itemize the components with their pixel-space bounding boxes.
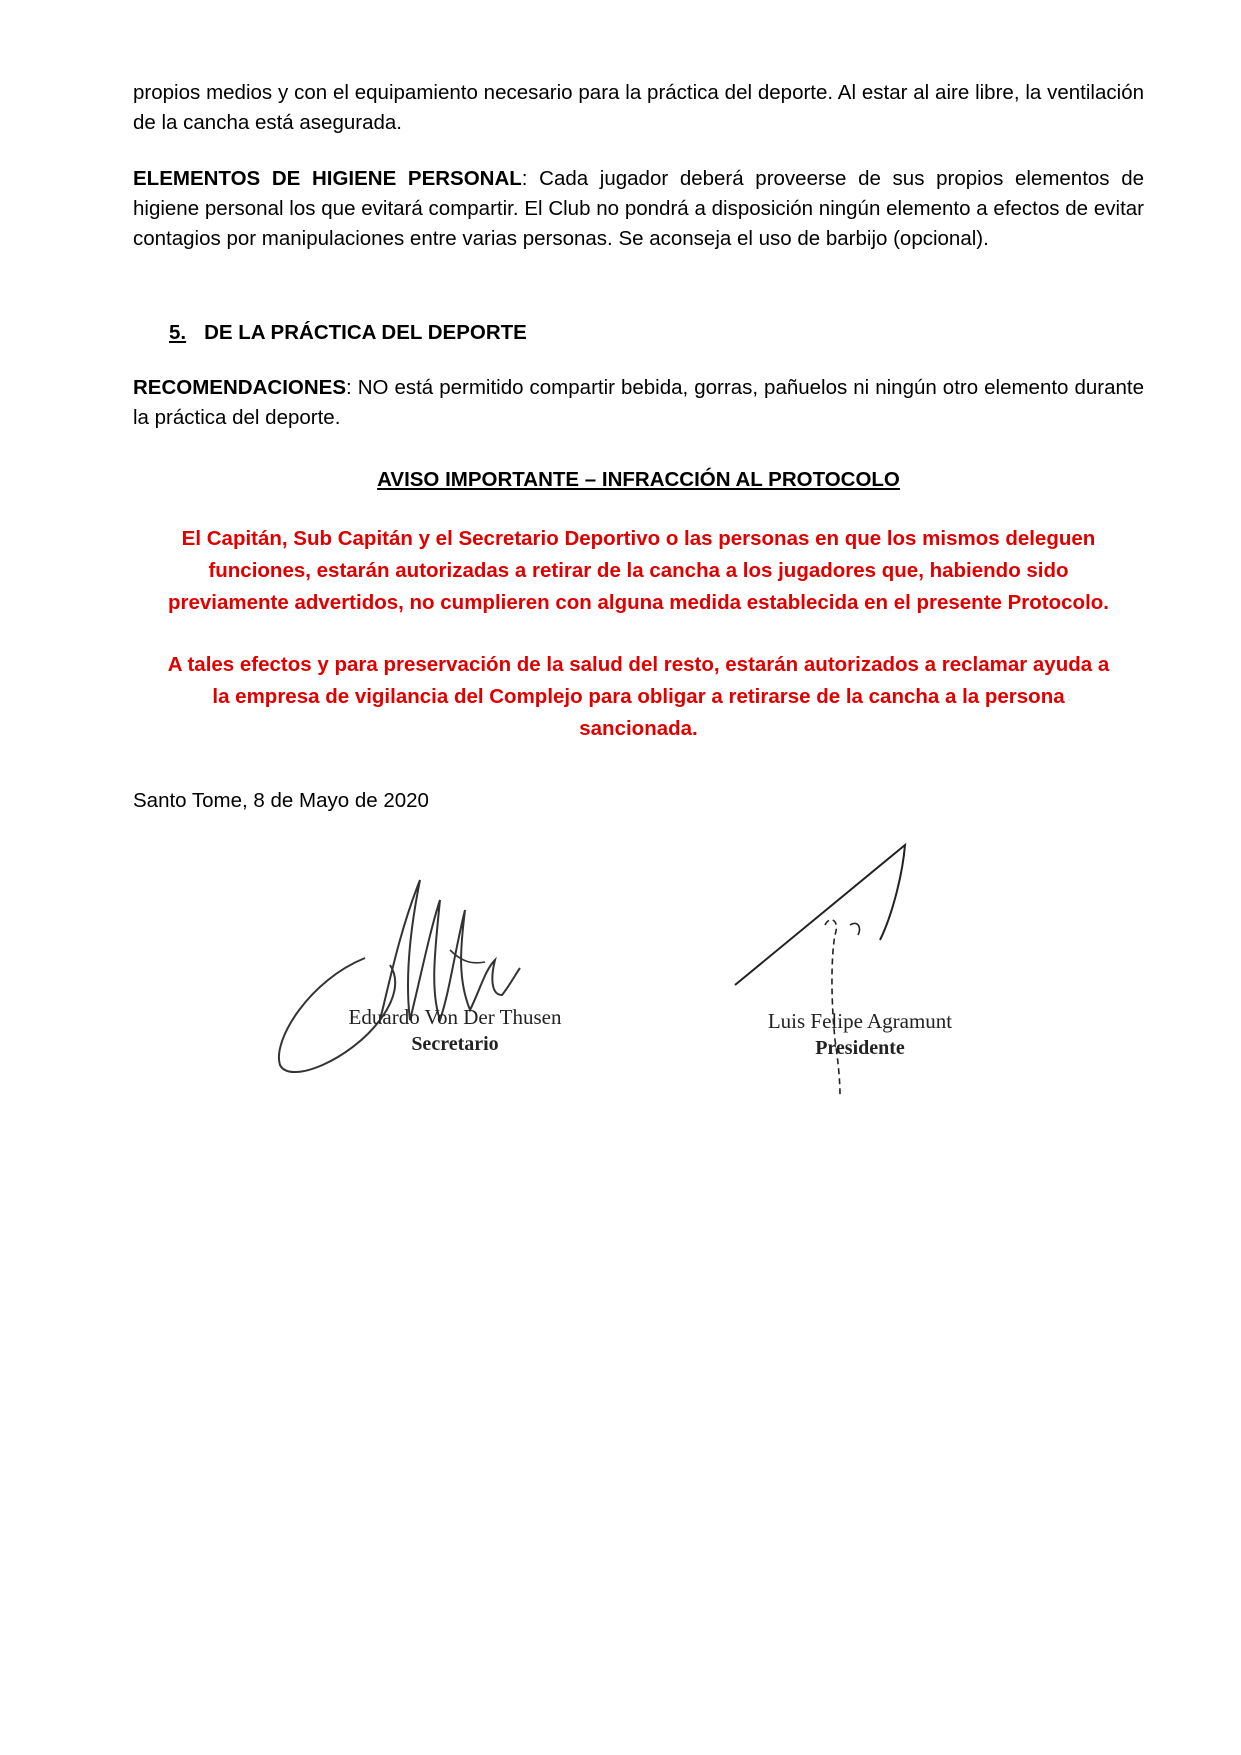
signature-right: [740, 1008, 980, 1061]
signature-left: [310, 1004, 600, 1057]
recommendations-label: RECOMENDACIONES: [133, 376, 346, 399]
signature-right-name: Luis Felipe Agramunt: [767, 1009, 953, 1033]
recommendations-text: : NO está permitido compartir bebida, gorras, pañuelos ni ningún otro elemento durante la práctica del deporte.: [133, 376, 1144, 429]
notice-line-2: funciones, estarán autorizadas a retirar de la cancha a los jugadores que, habiendo sido: [208, 559, 1069, 582]
hygiene-text: : Cada jugador deberá proveerse de sus propios elementos de higiene personal los que evitará compartir. El Club no pondrá a disposición ningún elemento a efectos de evitar contagios por manipulaciones entre varias personas. Se aconseja el uso de barbijo (opcional).: [133, 167, 1144, 250]
notice-line-1: El Capitán, Sub Capitán y el Secretario Deportivo o las personas en que los mismos deleguen: [181, 527, 1096, 550]
signature-right-scribble: [730, 840, 930, 1100]
notice-line-5: la empresa de vigilancia del Complejo para obligar a retirarse de la cancha a la persona: [212, 685, 1065, 708]
signature-right-role: Presidente: [815, 1037, 905, 1059]
date-line: Santo Tome, 8 de Mayo de 2020: [133, 789, 429, 812]
notice-line-6: sancionada.: [579, 717, 698, 740]
notice-line-4: A tales efectos y para preservación de la salud del resto, estarán autorizados a reclamar ayuda a: [167, 653, 1110, 676]
hygiene-label: ELEMENTOS DE HIGIENE PERSONAL: [133, 167, 522, 190]
signature-left-role: Secretario: [411, 1033, 499, 1055]
section-5-title: DE LA PRÁCTICA DEL DEPORTE: [204, 321, 527, 344]
notice-title: AVISO IMPORTANTE – INFRACCIÓN AL PROTOCOLO: [377, 468, 900, 491]
notice-line-3: previamente advertidos, no cumplieren con alguna medida establecida en el presente Protocolo.: [168, 591, 1109, 614]
paragraph-ventilation: propios medios y con el equipamiento necesario para la práctica del deporte. Al estar al aire libre, la ventilación de la cancha está asegurada.: [133, 81, 1144, 134]
paragraph-hygiene: [133, 164, 1144, 254]
paragraph-recommendations: [133, 373, 1144, 433]
signature-left-name: Eduardo Von Der Thusen: [348, 1005, 562, 1029]
section-5-heading: [169, 318, 527, 348]
section-5-number: 5.: [169, 321, 187, 344]
